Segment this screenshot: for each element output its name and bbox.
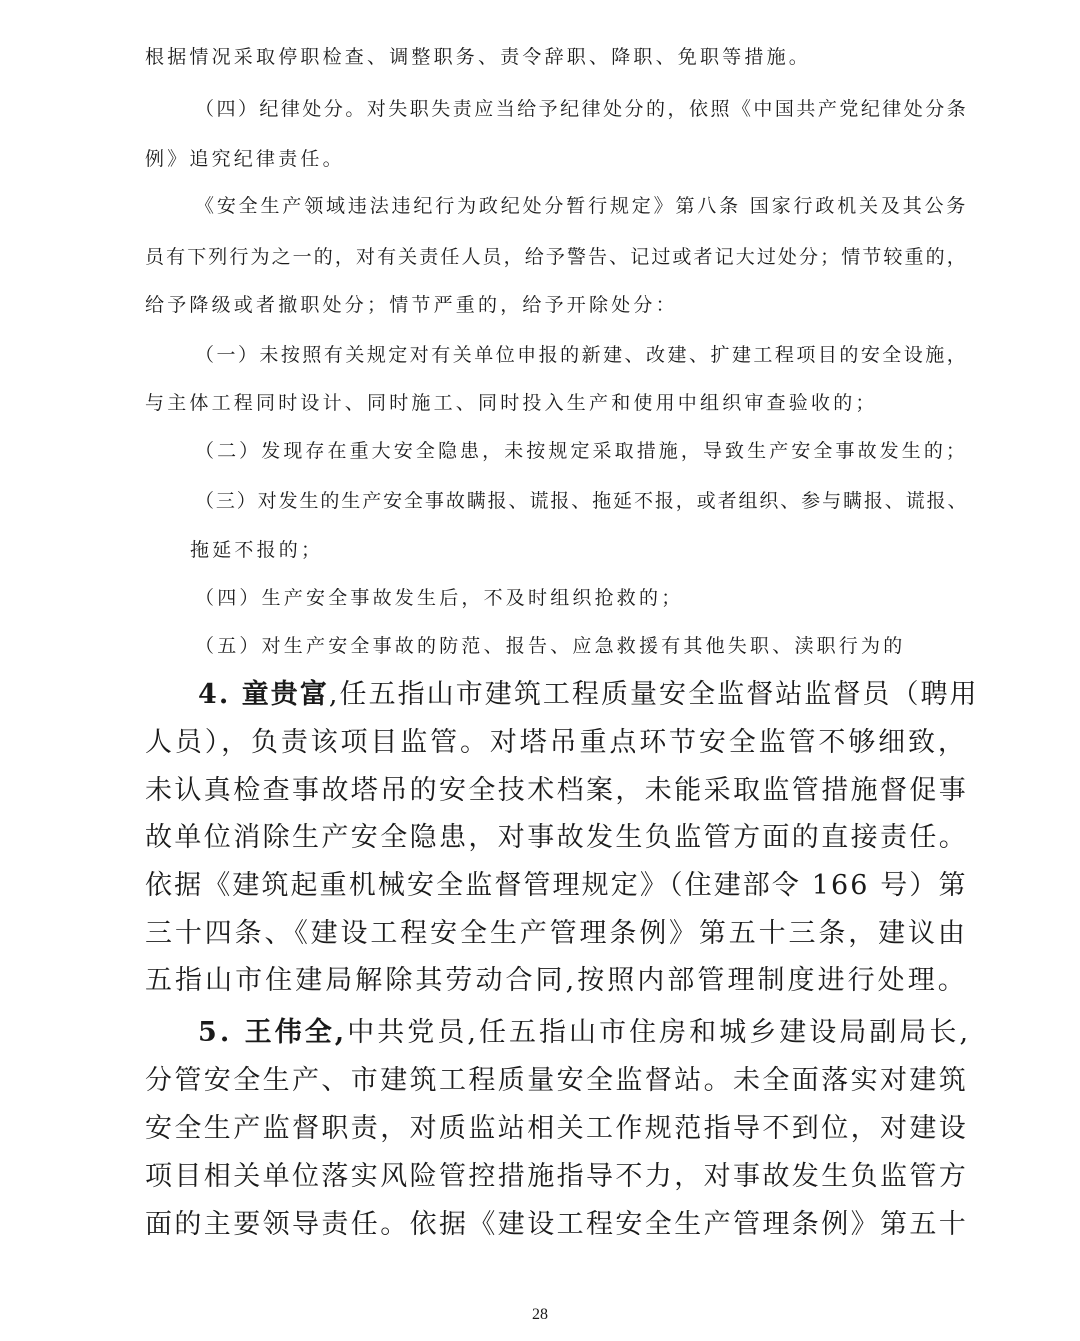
item-5-line: 项目相关单位落实风险管控措施指导不力，对事故发生负监管方: [145, 1161, 969, 1192]
regulation-line: （三）对发生的生产安全事故瞒报、谎报、拖延不报，或者组织、参与瞒报、谎报、: [195, 490, 969, 512]
regulation-line: 与主体工程同时设计、同时施工、同时投入生产和使用中组织审查验收的；: [145, 392, 878, 414]
item-5-first-text: 中共党员,任五指山市住房和城乡建设局副局长,: [347, 1017, 972, 1048]
item-4-first-text: ,任五指山市建筑工程质量安全监督站监督员（聘用: [328, 679, 979, 710]
item-5-first-line: [198, 1010, 971, 1049]
item-4-first-line: [198, 672, 979, 711]
item-4-line: 人员），负责该项目监管。对塔吊重点环节安全监管不够细致，: [145, 727, 968, 758]
item-4-line: 五指山市住建局解除其劳动合同,按照内部管理制度进行处理。: [145, 965, 968, 996]
page-number: 28: [532, 1306, 548, 1323]
item-4-line: 故单位消除生产安全隐患，对事故发生负监管方面的直接责任。: [145, 822, 969, 853]
item-5-line: 分管安全生产、市建筑工程质量安全监督站。未全面落实对建筑: [145, 1065, 969, 1096]
regulation-line: 拖延不报的；: [190, 539, 324, 561]
regulation-line: 根据情况采取停职检查、调整职务、责令辞职、降职、免职等措施。: [145, 46, 812, 68]
regulation-line: 给予降级或者撤职处分；情节严重的，给予开除处分：: [145, 294, 678, 316]
item-4-line: 依据《建筑起重机械安全监督管理规定》（住建部令 166 号）第: [145, 870, 968, 901]
regulation-line: （四）生产安全事故发生后，不及时组织抢救的；: [195, 587, 684, 609]
item-4-name: 4. 童贵富: [198, 679, 329, 710]
regulation-line: 例》追究纪律责任。: [145, 148, 345, 170]
regulation-line: （四）纪律处分。对失职失责应当给予纪律处分的，依照《中国共产党纪律处分条: [195, 98, 969, 120]
regulation-line: （五）对生产安全事故的防范、报告、应急救援有其他失职、渎职行为的: [195, 635, 906, 657]
regulation-line: 《安全生产领域违法违纪行为政纪处分暂行规定》第八条 国家行政机关及其公务: [195, 195, 969, 217]
item-5-name: 5. 王伟全,: [198, 1017, 348, 1048]
item-5-line: 面的主要领导责任。依据《建设工程安全生产管理条例》第五十: [145, 1209, 969, 1240]
item-4-line: 三十四条、《建设工程安全生产管理条例》第五十三条，建议由: [145, 918, 968, 949]
regulation-line: （二）发现存在重大安全隐患，未按规定采取措施，导致生产安全事故发生的；: [195, 440, 969, 462]
regulation-line: 员有下列行为之一的，对有关责任人员，给予警告、记过或者记大过处分；情节较重的，: [145, 246, 968, 268]
regulation-line: （一）未按照有关规定对有关单位申报的新建、改建、扩建工程项目的安全设施，: [195, 344, 969, 366]
item-4-line: 未认真检查事故塔吊的安全技术档案，未能采取监管措施督促事: [145, 775, 969, 806]
item-5-line: 安全生产监督职责，对质监站相关工作规范指导不到位，对建设: [145, 1113, 969, 1144]
